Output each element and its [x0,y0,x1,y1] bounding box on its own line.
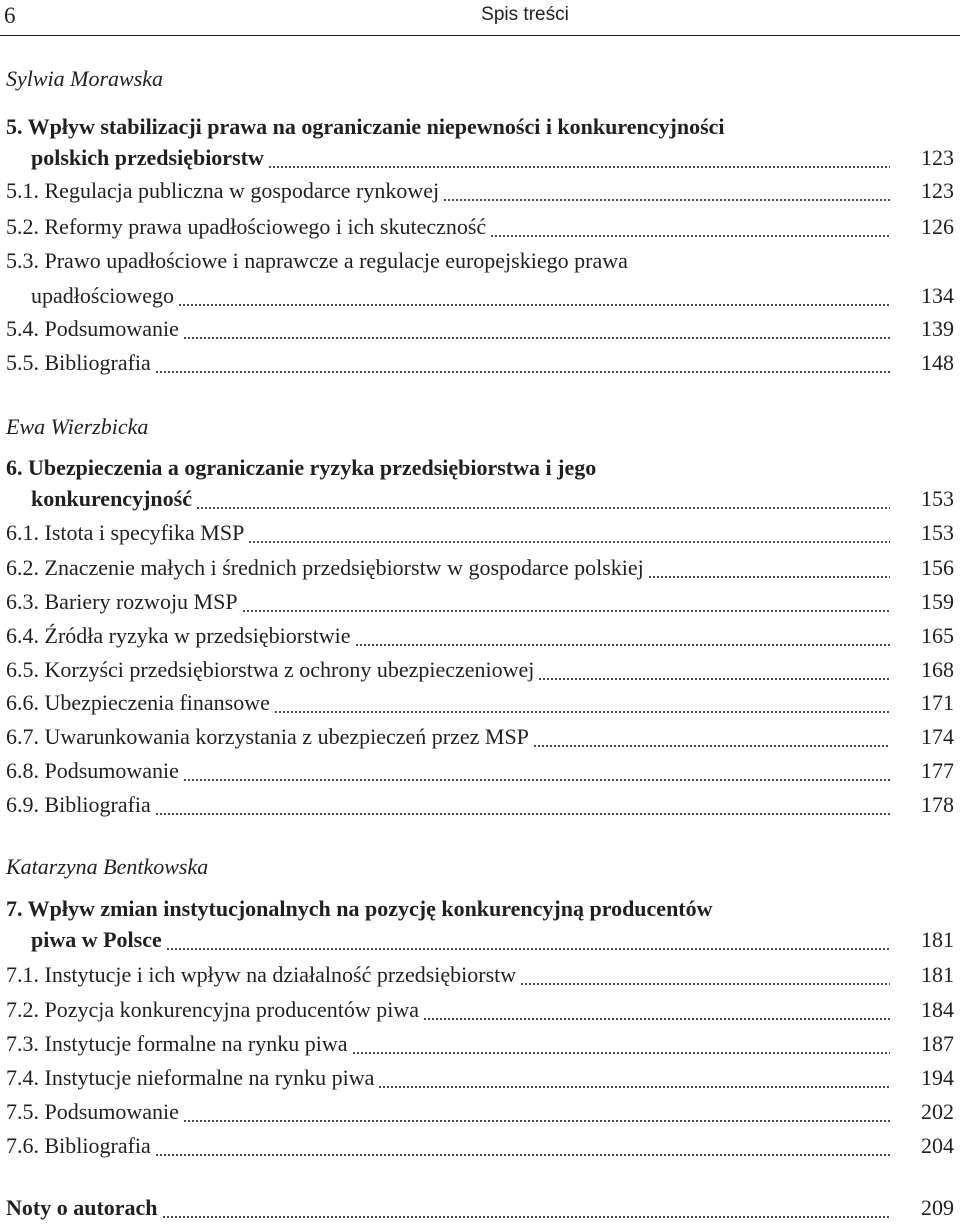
entry-page: 177 [921,758,954,783]
entry-label: 6.5. Korzyści przedsiębiorstwa z ochrony ubezpieczeniowej [6,657,535,682]
entry-page: 159 [921,589,954,614]
dot-leader [196,507,890,509]
entry-page: 204 [921,1133,954,1158]
entry-page: 123 [921,178,954,203]
entry-label: 6.9. Bibliografia [6,792,151,817]
chapter-title [6,455,954,487]
toc-entry[interactable] [6,997,954,1029]
entry-page: 174 [921,724,954,749]
entry-label: 5.2. Reformy prawa upadłościowego i ich skuteczność [6,214,487,239]
toc-entry[interactable] [6,1031,954,1063]
dot-leader [183,1120,890,1122]
toc-entry[interactable] [6,1133,954,1165]
toc-entry[interactable] [6,316,954,348]
toc-entry[interactable] [6,520,954,552]
toc-entry[interactable] [6,927,954,959]
chapter-title-text: 6. Ubezpieczenia a ograniczanie ryzyka przedsiębiorstwa i jego [6,455,597,480]
entry-page: 139 [921,316,954,341]
dot-leader [423,1018,890,1020]
toc-entry[interactable] [6,178,954,210]
entry-label: konkurencyjność [31,486,192,511]
toc-entry[interactable] [6,1099,954,1131]
entry-label: 5.4. Podsumowanie [6,316,179,341]
entry-label: 6.7. Uwarunkowania korzystania z ubezpieczeń przez MSP [6,724,529,749]
toc-entry[interactable] [6,145,954,177]
entry-page: 178 [921,792,954,817]
dot-leader [162,1216,890,1218]
author-name: Ewa Wierzbicka [6,414,149,439]
dot-leader [538,678,890,680]
entry-page: 148 [921,350,954,375]
toc-entry[interactable] [6,758,954,790]
dot-leader [490,235,890,237]
dot-leader [248,541,890,543]
toc-entry[interactable] [6,350,954,382]
dot-leader [648,576,890,578]
toc-entry-wrapped [6,248,954,280]
toc-entry[interactable] [6,623,954,655]
toc-entry[interactable] [6,962,954,994]
dot-leader [183,779,890,781]
entry-page: 187 [921,1031,954,1056]
entry-label: 6.4. Źródła ryzyka w przedsiębiorstwie [6,623,351,648]
entry-page: 168 [921,657,954,682]
entry-label: 5.5. Bibliografia [6,350,151,375]
entry-page: 184 [921,997,954,1022]
toc-entry-notes[interactable] [6,1195,954,1227]
entry-label: 6.3. Bariery rozwoju MSP [6,589,238,614]
entry-label: 6.6. Ubezpieczenia finansowe [6,690,270,715]
entry-label: 5.1. Regulacja publiczna w gospodarce rynkowej [6,178,440,203]
entry-label: polskich przedsiębiorstw [31,145,264,170]
entry-label: 7.6. Bibliografia [6,1133,151,1158]
entry-page: 156 [921,555,954,580]
entry-page: 165 [921,623,954,648]
toc-entry[interactable] [6,214,954,246]
entry-label: 7.3. Instytucje formalne na rynku piwa [6,1031,348,1056]
chapter-title-text: 5. Wpływ stabilizacji prawa na ograniczanie niepewności i konkurencyjności [6,114,725,139]
entry-page: 123 [921,145,954,170]
entry-page: 209 [921,1195,954,1220]
entry-label: 6.1. Istota i specyfika MSP [6,520,245,545]
entry-label: Noty o autorach [6,1195,158,1220]
dot-leader [443,199,890,201]
toc-entry[interactable] [6,690,954,722]
toc-entry[interactable] [6,1065,954,1097]
dot-leader [155,813,890,815]
dot-leader [352,1052,890,1054]
dot-leader [155,1154,890,1156]
dot-leader [520,983,890,985]
entry-page: 194 [921,1065,954,1090]
toc-entry[interactable] [6,657,954,689]
entry-page: 126 [921,214,954,239]
header-rule [0,35,960,36]
dot-leader [183,337,890,339]
entry-label: 7.5. Podsumowanie [6,1099,179,1124]
toc-entry[interactable] [6,283,954,315]
author-name: Katarzyna Bentkowska [6,854,209,879]
dot-leader [355,644,890,646]
entry-page: 171 [921,690,954,715]
entry-label: 6.8. Podsumowanie [6,758,179,783]
dot-leader [155,371,890,373]
dot-leader [533,745,890,747]
dot-leader [274,711,890,713]
toc-entry[interactable] [6,792,954,824]
page-header [0,0,960,40]
chapter-title [6,114,954,146]
entry-label: 7.1. Instytucje i ich wpływ na działalność przedsiębiorstw [6,962,517,987]
page-number: 6 [4,3,16,28]
entry-label: 6.2. Znaczenie małych i średnich przedsiębiorstw w gospodarce polskiej [6,555,644,580]
entry-label: piwa w Polsce [31,927,162,952]
entry-page: 153 [921,486,954,511]
chapter-title [6,896,954,928]
entry-page: 134 [921,283,954,308]
entry-page: 153 [921,520,954,545]
dot-leader [166,948,890,950]
entry-page: 181 [921,962,954,987]
running-title: Spis treści [481,4,569,25]
toc-entry[interactable] [6,724,954,756]
entry-label: 7.4. Instytucje nieformalne na rynku piwa [6,1065,375,1090]
entry-label: upadłościowego [31,283,174,308]
dot-leader [378,1086,890,1088]
toc-entry[interactable] [6,555,954,587]
dot-leader [268,166,890,168]
dot-leader [242,610,890,612]
entry-label: 5.3. Prawo upadłościowe i naprawcze a regulacje europejskiego prawa [6,248,628,273]
entry-page: 202 [921,1099,954,1124]
entry-page: 181 [921,927,954,952]
entry-label: 7.2. Pozycja konkurencyjna producentów piwa [6,997,419,1022]
toc-entry[interactable] [6,486,954,518]
author-name: Sylwia Morawska [6,66,164,91]
toc-entry[interactable] [6,589,954,621]
chapter-title-text: 7. Wpływ zmian instytucjonalnych na pozycję konkurencyjną producentów [6,896,713,921]
dot-leader [178,304,890,306]
